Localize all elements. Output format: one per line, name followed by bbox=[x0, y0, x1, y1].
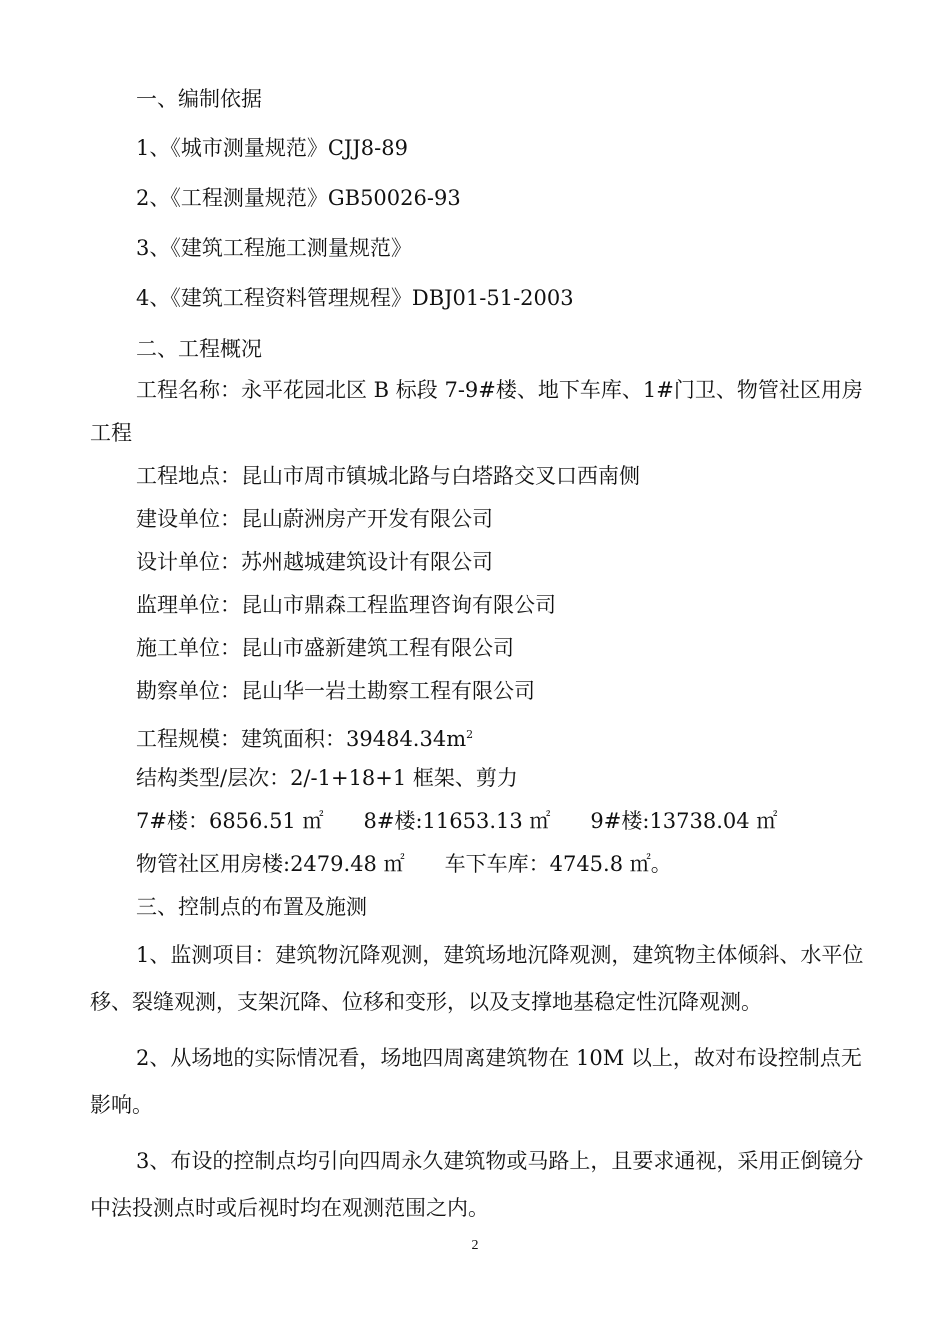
building-8-area: 8#楼:11653.13 ㎡ bbox=[363, 809, 551, 833]
project-supervisor: 监理单位：昆山市鼎森工程监理咨询有限公司 bbox=[136, 593, 556, 617]
page-number: 2 bbox=[471, 1238, 479, 1253]
project-scale-sup: 2 bbox=[466, 728, 474, 741]
other-areas-row bbox=[136, 851, 672, 877]
section-heading-overview: 二、工程概况 bbox=[136, 337, 262, 361]
reference-item: 3、《建筑工程施工测量规范》 bbox=[136, 236, 412, 260]
project-name: 工程名称：永平花园北区 B 标段 7-9#楼、地下车库、1#门卫、物管社区用房工程 bbox=[90, 378, 863, 445]
paragraph-site-conditions: 2、从场地的实际情况看，场地四周离建筑物在 10M 以上，故对布设控制点无影响。 bbox=[90, 1046, 862, 1117]
reference-item: 4、《建筑工程资料管理规程》DBJ01-51-2003 bbox=[136, 286, 574, 310]
section-heading-control-points: 三、控制点的布置及施测 bbox=[136, 895, 367, 919]
reference-item: 2、《工程测量规范》GB50026-93 bbox=[136, 186, 461, 210]
reference-item: 1、《城市测量规范》CJJ8-89 bbox=[136, 136, 408, 160]
garage-area: 车下车库：4745.8 ㎡。 bbox=[444, 852, 672, 876]
project-designer: 设计单位：苏州越城建筑设计有限公司 bbox=[136, 550, 493, 574]
community-area: 物管社区用房楼:2479.48 ㎡ bbox=[136, 852, 405, 876]
building-9-area: 9#楼:13738.04 ㎡ bbox=[590, 809, 778, 833]
project-scale-text: 工程规模：建筑面积：39484.34m bbox=[136, 727, 467, 751]
project-owner: 建设单位：昆山蔚洲房产开发有限公司 bbox=[136, 507, 493, 531]
project-structure: 结构类型/层次：2/-1+18+1 框架、剪力 bbox=[136, 766, 518, 790]
project-location: 工程地点：昆山市周市镇城北路与白塔路交叉口西南侧 bbox=[136, 464, 640, 488]
building-areas-row bbox=[136, 808, 777, 834]
project-constructor: 施工单位：昆山市盛新建筑工程有限公司 bbox=[136, 636, 514, 660]
building-7-area: 7#楼：6856.51 ㎡ bbox=[136, 809, 324, 833]
paragraph-control-point-layout: 3、布设的控制点均引向四周永久建筑物或马路上，且要求通视，采用正倒镜分中法投测点时或后视时均在观测范围之内。 bbox=[90, 1149, 864, 1220]
project-scale bbox=[136, 722, 473, 752]
project-surveyor: 勘察单位：昆山华一岩土勘察工程有限公司 bbox=[136, 679, 535, 703]
paragraph-monitoring-items: 1、监测项目：建筑物沉降观测，建筑场地沉降观测，建筑物主体倾斜、水平位移、裂缝观测，支架沉降、位移和变形，以及支撑地基稳定性沉降观测。 bbox=[90, 943, 864, 1014]
section-heading-basis: 一、编制依据 bbox=[136, 87, 262, 111]
